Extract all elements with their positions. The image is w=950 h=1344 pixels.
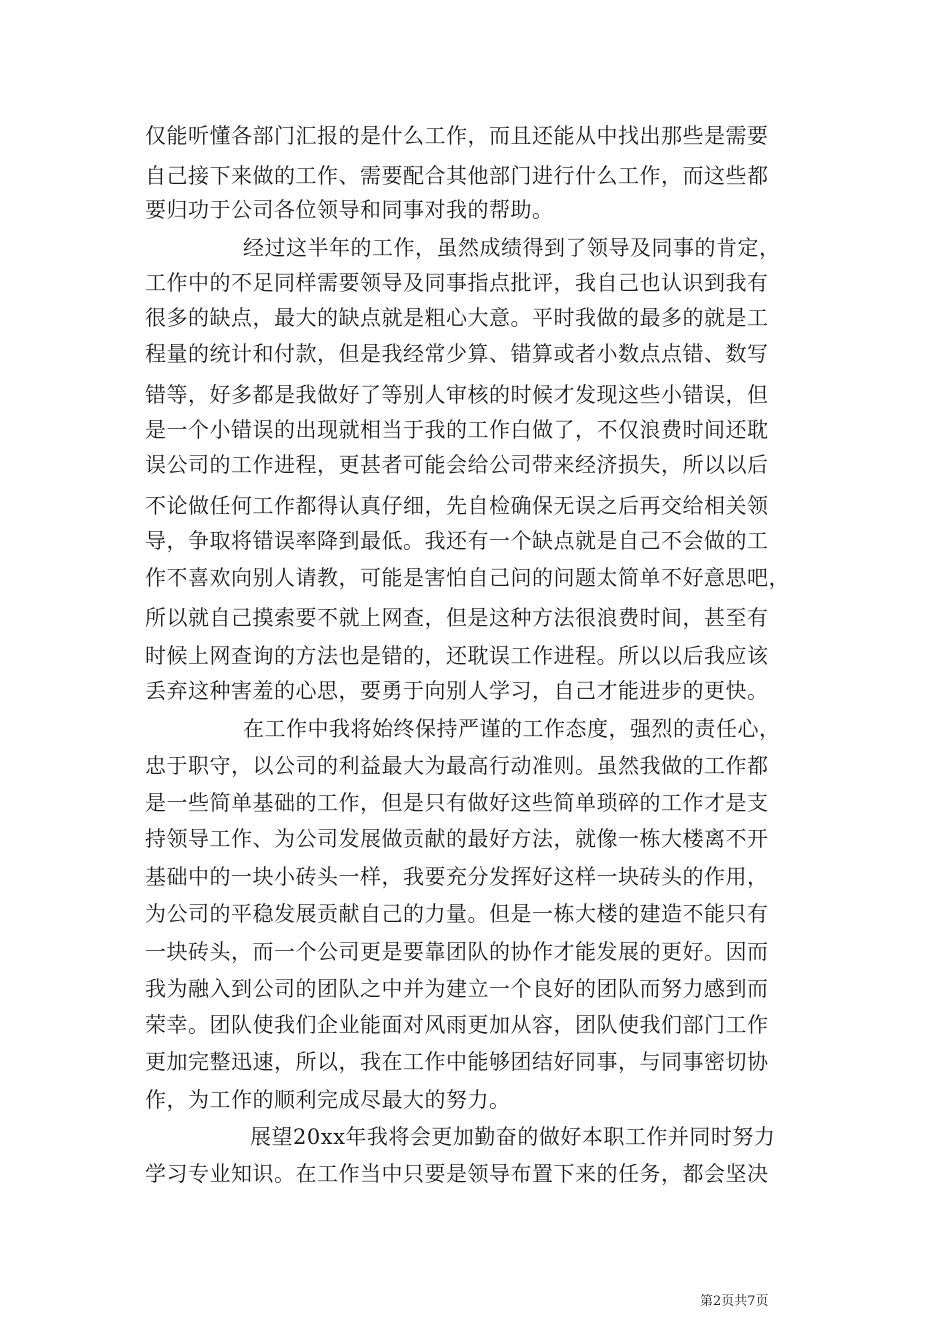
text-line: 是一些简单基础的工作，但是只有做好这些简单琐碎的工作才是支 xyxy=(145,791,769,815)
paragraph-first-line: 在工作中我将始终保持严谨的工作态度，强烈的责任心， xyxy=(243,717,781,741)
text-line: 一块砖头，而一个公司更是要靠团队的协作才能发展的更好。因而 xyxy=(145,940,769,964)
text-line: 工作中的不足同样需要领导及同事指点批评，我自己也认识到我有 xyxy=(145,271,769,295)
text-line: 持领导工作、为公司发展做贡献的最好方法，就像一栋大楼离不开 xyxy=(145,827,769,851)
paragraph-first-line: 经过这半年的工作，虽然成绩得到了领导及同事的肯定， xyxy=(243,236,781,260)
text-line: 荣幸。团队使我们企业能面对风雨更加从容，团队使我们部门工作 xyxy=(145,1013,769,1037)
text-line: 作不喜欢向别人请教，可能是害怕自己问的问题太简单不好意思吧， xyxy=(145,566,790,590)
text-line: 所以就自己摸索要不就上网查，但是这种方法很浪费时间，甚至有 xyxy=(145,606,769,630)
text-line: 仅能听懂各部门汇报的是什么工作，而且还能从中找出那些是需要 xyxy=(145,124,769,148)
text-line: 我为融入到公司的团队之中并为建立一个良好的团队而努力感到而 xyxy=(145,977,769,1001)
text-line: 基础中的一块小砖头一样，我要充分发挥好这样一块砖头的作用， xyxy=(145,865,769,889)
text-line: 为公司的平稳发展贡献自己的力量。但是一栋大楼的建造不能只有 xyxy=(145,902,769,926)
text-line: 是一个小错误的出现就相当于我的工作白做了，不仅浪费时间还耽 xyxy=(145,418,769,442)
text-line: 自己接下来做的工作、需要配合其他部门进行什么工作，而这些都 xyxy=(145,164,769,188)
text-line: 丢弃这种害羞的心思，要勇于向别人学习，自己才能进步的更快。 xyxy=(145,679,769,703)
text-line: 不论做任何工作都得认真仔细，先自检确保无误之后再交给相关领 xyxy=(145,494,769,518)
text-line: 更加完整迅速，所以，我在工作中能够团结好同事，与同事密切协 xyxy=(145,1050,769,1074)
text-line: 作，为工作的顺利完成尽最大的努力。 xyxy=(145,1088,511,1112)
text-line: 忠于职守，以公司的利益最大为最高行动准则。虽然我做的工作都 xyxy=(145,754,769,778)
page-number-footer: 第2页共7页 xyxy=(700,1294,769,1309)
text-line: 学习专业知识。在工作当中只要是领导布置下来的任务，都会坚决 xyxy=(145,1162,769,1186)
text-line: 时候上网查询的方法也是错的，还耽误工作进程。所以以后我应该 xyxy=(145,644,769,668)
text-line: 程量的统计和付款，但是我经常少算、错算或者小数点点错、数写 xyxy=(145,342,769,366)
text-line: 导，争取将错误率降到最低。我还有一个缺点就是自己不会做的工 xyxy=(145,529,769,553)
text-line: 很多的缺点，最大的缺点就是粗心大意。平时我做的最多的就是工 xyxy=(145,306,769,330)
text-line: 错等，好多都是我做好了等别人审核的时候才发现这些小错误，但 xyxy=(145,383,769,407)
paragraph-first-line: 展望20xx年我将会更加勤奋的做好本职工作并同时努力 xyxy=(250,1125,776,1149)
text-line: 误公司的工作进程，更甚者可能会给公司带来经济损失，所以以后 xyxy=(145,453,769,477)
text-line: 要归功于公司各位领导和同事对我的帮助。 xyxy=(145,198,554,222)
